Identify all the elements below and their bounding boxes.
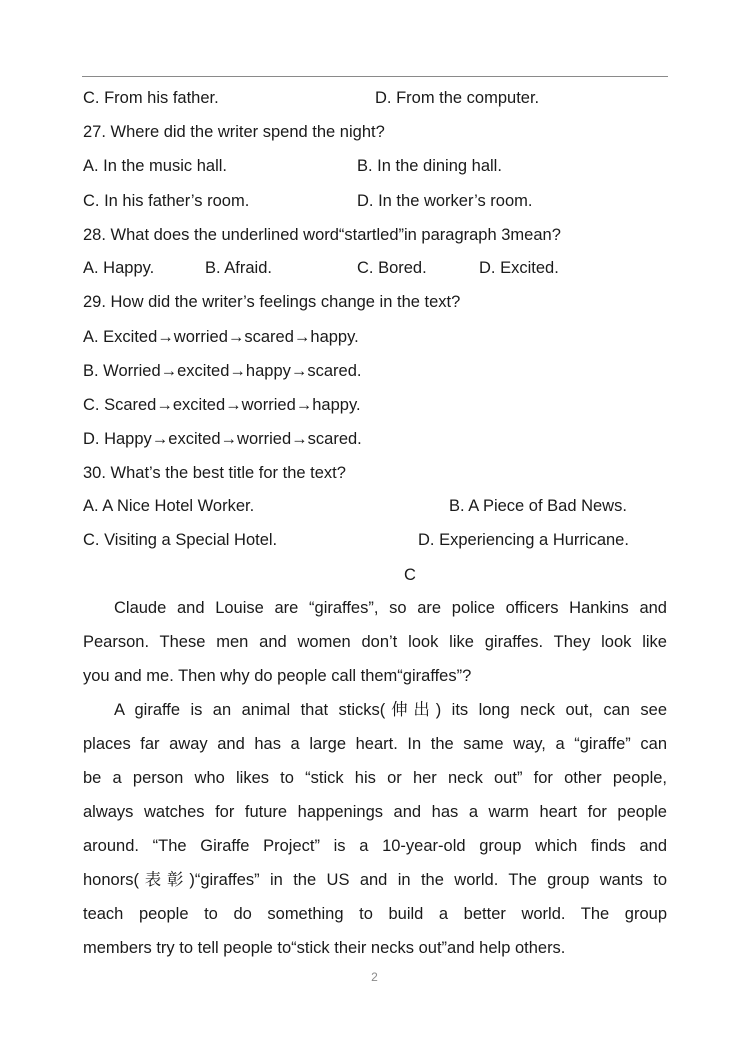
passage-line: you and me. Then why do people call them“giraffes”? xyxy=(83,667,472,685)
q30-option-b: B. A Piece of Bad News. xyxy=(449,497,627,515)
passage-line: be a person who likes to “stick his or her neck out” for other people, xyxy=(83,769,667,787)
passage-line: Pearson. These men and women don’t look like giraffes. They look like xyxy=(83,633,667,651)
q26-option-d: D. From the computer. xyxy=(375,89,540,107)
q28-option-d: D. Excited. xyxy=(479,259,559,277)
passage-line: honors(表彰)“giraffes” in the US and in the world. The group wants to xyxy=(83,871,667,889)
q30-stem: 30. What’s the best title for the text? xyxy=(83,464,346,482)
passage-line: around. “The Giraffe Project” is a 10-year-old group which finds and xyxy=(83,837,667,855)
q27-option-d: D. In the worker’s room. xyxy=(357,192,533,210)
q27-option-a: A. In the music hall. xyxy=(83,157,227,175)
passage-line: Claude and Louise are “giraffes”, so are police officers Hankins and xyxy=(114,599,667,617)
q29-stem: 29. How did the writer’s feelings change in the text? xyxy=(83,293,461,311)
section-heading: C xyxy=(404,566,416,584)
q27-stem: 27. Where did the writer spend the night? xyxy=(83,123,385,141)
passage-line: members try to tell people to“stick their necks out”and help others. xyxy=(83,939,566,957)
passage-paragraph-1 xyxy=(83,591,667,693)
page-number: 2 xyxy=(371,970,378,984)
q28-stem: 28. What does the underlined word“startled”in paragraph 3mean? xyxy=(83,226,561,244)
passage-line: places far away and has a large heart. In the same way, a “giraffe” can xyxy=(83,735,667,753)
header-rule xyxy=(82,76,668,77)
q29-option-a: A. Excited→worried→scared→happy. xyxy=(83,328,359,346)
q28-option-b: B. Afraid. xyxy=(205,259,272,277)
q27-option-c: C. In his father’s room. xyxy=(83,192,250,210)
q30-option-d: D. Experiencing a Hurricane. xyxy=(418,531,629,549)
q27-option-b: B. In the dining hall. xyxy=(357,157,502,175)
q28-option-c: C. Bored. xyxy=(357,259,427,277)
q26-option-c: C. From his father. xyxy=(83,89,219,107)
q29-option-c: C. Scared→excited→worried→happy. xyxy=(83,396,361,414)
q29-option-d: D. Happy→excited→worried→scared. xyxy=(83,430,362,448)
passage-line: A giraffe is an animal that sticks(伸出) its long neck out, can see xyxy=(114,701,667,719)
q28-option-a: A. Happy. xyxy=(83,259,155,277)
passage-line: teach people to do something to build a better world. The group xyxy=(83,905,667,923)
q30-option-c: C. Visiting a Special Hotel. xyxy=(83,531,278,549)
passage-line: always watches for future happenings and has a warm heart for people xyxy=(83,803,667,821)
q30-option-a: A. A Nice Hotel Worker. xyxy=(83,497,255,515)
passage-paragraph-2 xyxy=(83,693,667,965)
q29-option-b: B. Worried→excited→happy→scared. xyxy=(83,362,362,380)
